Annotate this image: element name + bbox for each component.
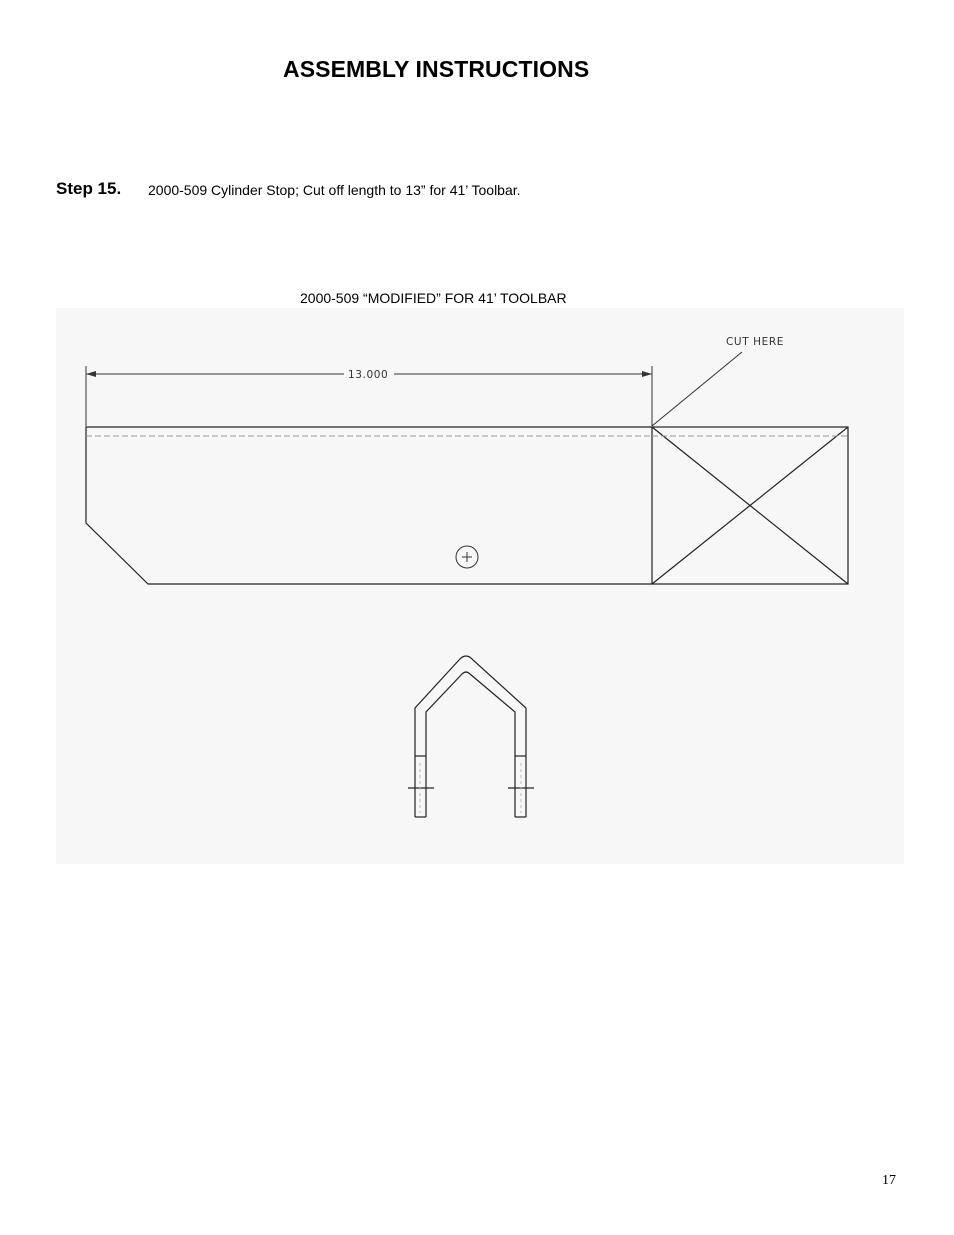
step-label: Step 15.: [56, 179, 122, 198]
page-title: ASSEMBLY INSTRUCTIONS: [283, 56, 590, 82]
step-text: 2000-509 Cylinder Stop; Cut off length to 13” for 41’ Toolbar.: [148, 182, 521, 198]
drawing-svg: [56, 308, 904, 864]
cut-off-section: [652, 427, 848, 584]
hole-symbol: [456, 546, 478, 568]
dimension-arrow-left: [86, 371, 96, 377]
dimension-arrow-right: [642, 371, 652, 377]
technical-drawing: [56, 308, 904, 864]
part-outline: [86, 427, 652, 584]
page-number: 17: [882, 1173, 896, 1188]
figure-caption: 2000-509 “MODIFIED” FOR 41’ TOOLBAR: [300, 290, 567, 306]
cut-here-leader-line: [652, 352, 742, 426]
cut-here-label: CUT HERE: [726, 336, 785, 348]
u-bolt-inner: [426, 672, 515, 817]
u-bolt-outer: [415, 656, 526, 817]
cylinder-stop-outline: [86, 427, 652, 584]
dimension-label: 13.000: [348, 369, 389, 381]
u-bolt: [408, 656, 534, 817]
